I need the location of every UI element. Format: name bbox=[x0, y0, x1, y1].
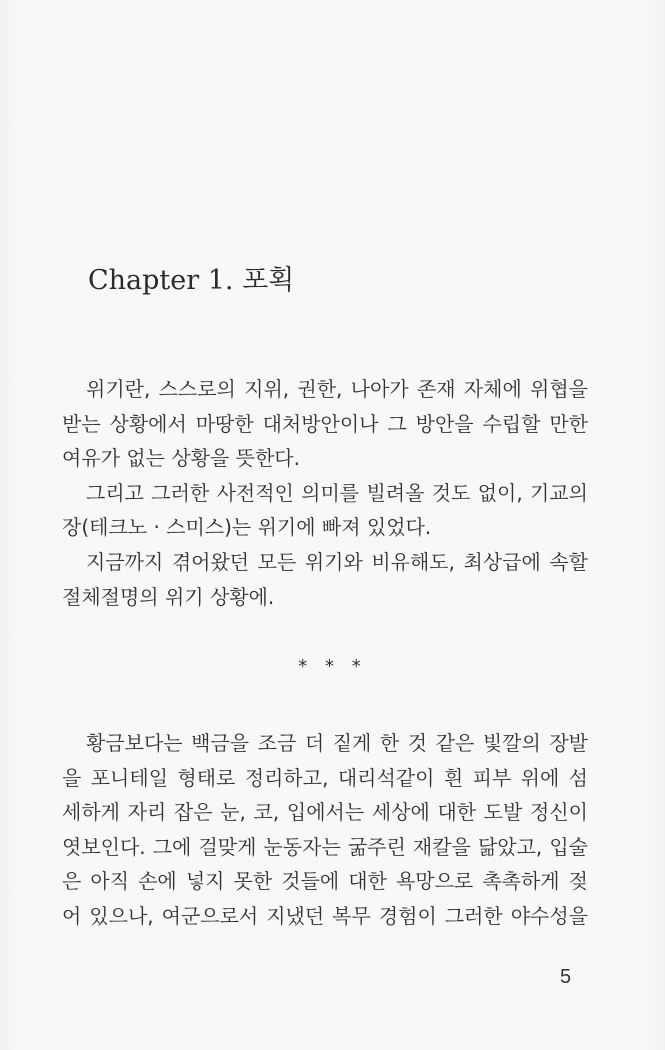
paragraph-1 bbox=[62, 372, 588, 476]
section-1-text bbox=[62, 372, 588, 614]
text-line: 절체절명의 위기 상황에. bbox=[62, 584, 275, 609]
section-divider: * * * bbox=[298, 656, 367, 677]
paragraph-2 bbox=[62, 476, 588, 545]
text-line: 그리고 그러한 사전적인 의미를 빌려올 것도 없이, 기교의 bbox=[86, 480, 588, 505]
section-2-text bbox=[62, 726, 588, 934]
text-line: 황금보다는 백금을 조금 더 짙게 한 것 같은 빛깔의 장발 bbox=[86, 731, 588, 755]
text-line: 장(테크노 · 스미스)는 위기에 빠져 있었다. bbox=[62, 515, 432, 540]
paragraph-3 bbox=[62, 545, 588, 614]
text-line: 위기란, 스스로의 지위, 권한, 나아가 존재 자체에 위협을 bbox=[86, 377, 588, 401]
text-line: 세하게 자리 잡은 눈, 코, 입에서는 세상에 대한 도발 정신이 bbox=[62, 800, 588, 825]
text-line: 받는 상황에서 마땅한 대처방안이나 그 방안을 수립할 만한 bbox=[62, 411, 588, 436]
text-line: 어 있으나, 여군으로서 지냈던 복무 경험이 그러한 야수성을 bbox=[62, 903, 588, 928]
text-line: 여유가 없는 상황을 뜻한다. bbox=[62, 446, 300, 471]
text-line: 은 아직 손에 넣지 못한 것들에 대한 욕망으로 촉촉하게 젖 bbox=[62, 869, 588, 894]
text-line: 엿보인다. 그에 걸맞게 눈동자는 굶주린 재칼을 닮았고, 입술 bbox=[62, 834, 588, 859]
page-number: 5 bbox=[560, 966, 572, 988]
text-line: 지금까지 겪어왔던 모든 위기와 비유해도, 최상급에 속할 bbox=[86, 549, 588, 574]
paragraph-4 bbox=[62, 726, 588, 934]
text-line: 을 포니테일 형태로 정리하고, 대리석같이 흰 피부 위에 섬 bbox=[62, 765, 588, 790]
chapter-title: Chapter 1. 포획 bbox=[88, 265, 295, 296]
